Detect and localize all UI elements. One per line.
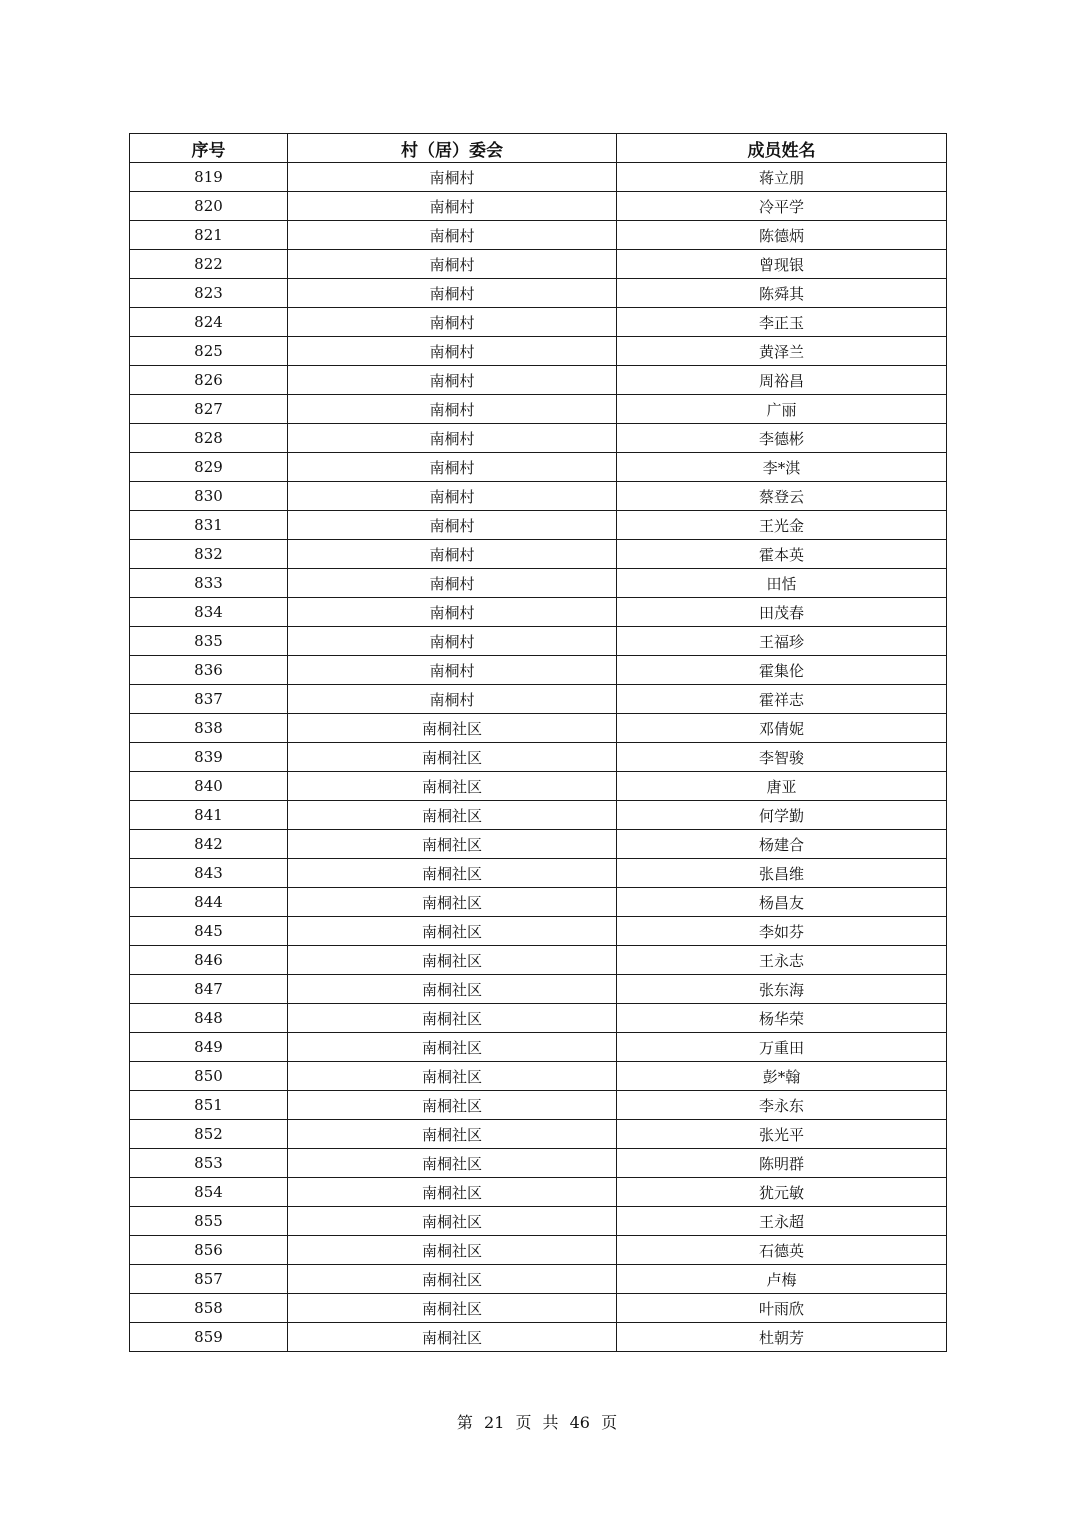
cell-committee: 南桐社区	[288, 1236, 617, 1265]
table-row	[130, 308, 947, 337]
cell-index: 858	[130, 1294, 288, 1323]
cell-committee: 南桐社区	[288, 1033, 617, 1062]
member-table	[129, 133, 947, 1352]
table-row	[130, 569, 947, 598]
header-committee: 村（居）委会	[288, 134, 617, 163]
cell-member-name: 万重田	[617, 1033, 947, 1062]
cell-committee: 南桐社区	[288, 1207, 617, 1236]
cell-committee: 南桐社区	[288, 1323, 617, 1352]
cell-committee: 南桐村	[288, 250, 617, 279]
table-row	[130, 1091, 947, 1120]
table-row	[130, 424, 947, 453]
table-row	[130, 221, 947, 250]
cell-member-name: 陈明群	[617, 1149, 947, 1178]
cell-member-name: 李*淇	[617, 453, 947, 482]
table-row	[130, 1033, 947, 1062]
cell-member-name: 蒋立朋	[617, 163, 947, 192]
cell-member-name: 李智骏	[617, 743, 947, 772]
table-row	[130, 163, 947, 192]
cell-committee: 南桐村	[288, 424, 617, 453]
cell-committee: 南桐社区	[288, 975, 617, 1004]
table-row	[130, 714, 947, 743]
table-row	[130, 453, 947, 482]
header-row	[130, 134, 947, 163]
cell-member-name: 陈舜其	[617, 279, 947, 308]
table-row	[130, 1178, 947, 1207]
table-row	[130, 395, 947, 424]
cell-member-name: 何学勤	[617, 801, 947, 830]
cell-committee: 南桐村	[288, 656, 617, 685]
cell-index: 848	[130, 1004, 288, 1033]
cell-index: 840	[130, 772, 288, 801]
table-row	[130, 1004, 947, 1033]
table-row	[130, 192, 947, 221]
cell-index: 846	[130, 946, 288, 975]
cell-index: 823	[130, 279, 288, 308]
cell-member-name: 张昌维	[617, 859, 947, 888]
table-row	[130, 685, 947, 714]
cell-committee: 南桐社区	[288, 714, 617, 743]
table-row	[130, 743, 947, 772]
cell-committee: 南桐村	[288, 453, 617, 482]
cell-index: 829	[130, 453, 288, 482]
table-row	[130, 1120, 947, 1149]
cell-index: 849	[130, 1033, 288, 1062]
cell-member-name: 王福珍	[617, 627, 947, 656]
cell-index: 845	[130, 917, 288, 946]
cell-committee: 南桐社区	[288, 1294, 617, 1323]
cell-member-name: 彭*翰	[617, 1062, 947, 1091]
cell-index: 854	[130, 1178, 288, 1207]
cell-member-name: 周裕昌	[617, 366, 947, 395]
cell-member-name: 张光平	[617, 1120, 947, 1149]
cell-index: 842	[130, 830, 288, 859]
cell-member-name: 李德彬	[617, 424, 947, 453]
cell-committee: 南桐村	[288, 627, 617, 656]
cell-member-name: 卢梅	[617, 1265, 947, 1294]
cell-index: 828	[130, 424, 288, 453]
cell-member-name: 王永超	[617, 1207, 947, 1236]
cell-member-name: 王永志	[617, 946, 947, 975]
cell-index: 856	[130, 1236, 288, 1265]
cell-index: 831	[130, 511, 288, 540]
cell-committee: 南桐村	[288, 366, 617, 395]
cell-index: 826	[130, 366, 288, 395]
cell-index: 857	[130, 1265, 288, 1294]
cell-committee: 南桐村	[288, 279, 617, 308]
table-row	[130, 627, 947, 656]
cell-index: 819	[130, 163, 288, 192]
cell-index: 835	[130, 627, 288, 656]
cell-committee: 南桐村	[288, 163, 617, 192]
cell-committee: 南桐村	[288, 482, 617, 511]
cell-index: 851	[130, 1091, 288, 1120]
cell-index: 853	[130, 1149, 288, 1178]
cell-index: 844	[130, 888, 288, 917]
cell-member-name: 李如芬	[617, 917, 947, 946]
cell-member-name: 李正玉	[617, 308, 947, 337]
cell-committee: 南桐社区	[288, 946, 617, 975]
table-row	[130, 540, 947, 569]
cell-member-name: 叶雨欣	[617, 1294, 947, 1323]
cell-member-name: 冷平学	[617, 192, 947, 221]
cell-committee: 南桐村	[288, 395, 617, 424]
table-row	[130, 1149, 947, 1178]
cell-member-name: 邓倩妮	[617, 714, 947, 743]
cell-member-name: 杨昌友	[617, 888, 947, 917]
table-row	[130, 1236, 947, 1265]
cell-committee: 南桐社区	[288, 1120, 617, 1149]
table-row	[130, 279, 947, 308]
cell-member-name: 黄泽兰	[617, 337, 947, 366]
cell-index: 822	[130, 250, 288, 279]
table-row	[130, 511, 947, 540]
cell-committee: 南桐社区	[288, 859, 617, 888]
cell-index: 837	[130, 685, 288, 714]
cell-index: 843	[130, 859, 288, 888]
cell-committee: 南桐社区	[288, 1004, 617, 1033]
page-number-footer: 第 21 页 共 46 页	[456, 1413, 618, 1432]
cell-member-name: 田茂春	[617, 598, 947, 627]
cell-index: 821	[130, 221, 288, 250]
cell-committee: 南桐社区	[288, 917, 617, 946]
cell-member-name: 田恬	[617, 569, 947, 598]
cell-member-name: 霍本英	[617, 540, 947, 569]
table-row	[130, 656, 947, 685]
table-header	[130, 134, 947, 163]
cell-member-name: 广丽	[617, 395, 947, 424]
cell-index: 827	[130, 395, 288, 424]
cell-member-name: 曾现银	[617, 250, 947, 279]
cell-index: 838	[130, 714, 288, 743]
cell-committee: 南桐社区	[288, 1091, 617, 1120]
cell-member-name: 张东海	[617, 975, 947, 1004]
table-row	[130, 917, 947, 946]
cell-member-name: 霍集伦	[617, 656, 947, 685]
cell-index: 839	[130, 743, 288, 772]
cell-member-name: 杨华荣	[617, 1004, 947, 1033]
cell-member-name: 霍祥志	[617, 685, 947, 714]
table-row	[130, 888, 947, 917]
table-row	[130, 598, 947, 627]
table-body	[130, 163, 947, 1352]
table-row	[130, 337, 947, 366]
cell-index: 847	[130, 975, 288, 1004]
cell-index: 825	[130, 337, 288, 366]
cell-committee: 南桐社区	[288, 1062, 617, 1091]
cell-member-name: 王光金	[617, 511, 947, 540]
cell-index: 841	[130, 801, 288, 830]
cell-committee: 南桐村	[288, 598, 617, 627]
table-row	[130, 859, 947, 888]
cell-index: 830	[130, 482, 288, 511]
cell-committee: 南桐村	[288, 192, 617, 221]
cell-committee: 南桐社区	[288, 1265, 617, 1294]
cell-committee: 南桐社区	[288, 888, 617, 917]
cell-index: 833	[130, 569, 288, 598]
cell-committee: 南桐社区	[288, 801, 617, 830]
cell-member-name: 唐亚	[617, 772, 947, 801]
cell-index: 855	[130, 1207, 288, 1236]
cell-index: 820	[130, 192, 288, 221]
cell-committee: 南桐村	[288, 221, 617, 250]
table-row	[130, 366, 947, 395]
table-row	[130, 1207, 947, 1236]
table-row	[130, 1294, 947, 1323]
table-row	[130, 1323, 947, 1352]
cell-member-name: 李永东	[617, 1091, 947, 1120]
cell-member-name: 杨建合	[617, 830, 947, 859]
cell-committee: 南桐村	[288, 308, 617, 337]
cell-member-name: 陈德炳	[617, 221, 947, 250]
table-row	[130, 1265, 947, 1294]
cell-committee: 南桐社区	[288, 1149, 617, 1178]
cell-committee: 南桐村	[288, 337, 617, 366]
cell-index: 832	[130, 540, 288, 569]
cell-member-name: 犹元敏	[617, 1178, 947, 1207]
cell-committee: 南桐社区	[288, 772, 617, 801]
cell-committee: 南桐社区	[288, 1178, 617, 1207]
cell-index: 859	[130, 1323, 288, 1352]
cell-index: 850	[130, 1062, 288, 1091]
cell-member-name: 石德英	[617, 1236, 947, 1265]
cell-committee: 南桐社区	[288, 743, 617, 772]
table-row	[130, 946, 947, 975]
cell-committee: 南桐社区	[288, 830, 617, 859]
table-row	[130, 250, 947, 279]
table-row	[130, 830, 947, 859]
cell-committee: 南桐村	[288, 540, 617, 569]
table-row	[130, 482, 947, 511]
cell-committee: 南桐村	[288, 511, 617, 540]
header-index: 序号	[130, 134, 288, 163]
table-row	[130, 975, 947, 1004]
table-row	[130, 801, 947, 830]
cell-index: 834	[130, 598, 288, 627]
cell-committee: 南桐村	[288, 569, 617, 598]
table-row	[130, 1062, 947, 1091]
cell-index: 852	[130, 1120, 288, 1149]
cell-index: 836	[130, 656, 288, 685]
cell-member-name: 杜朝芳	[617, 1323, 947, 1352]
cell-index: 824	[130, 308, 288, 337]
cell-committee: 南桐村	[288, 685, 617, 714]
cell-member-name: 蔡登云	[617, 482, 947, 511]
table-row	[130, 772, 947, 801]
header-member-name: 成员姓名	[617, 134, 947, 163]
